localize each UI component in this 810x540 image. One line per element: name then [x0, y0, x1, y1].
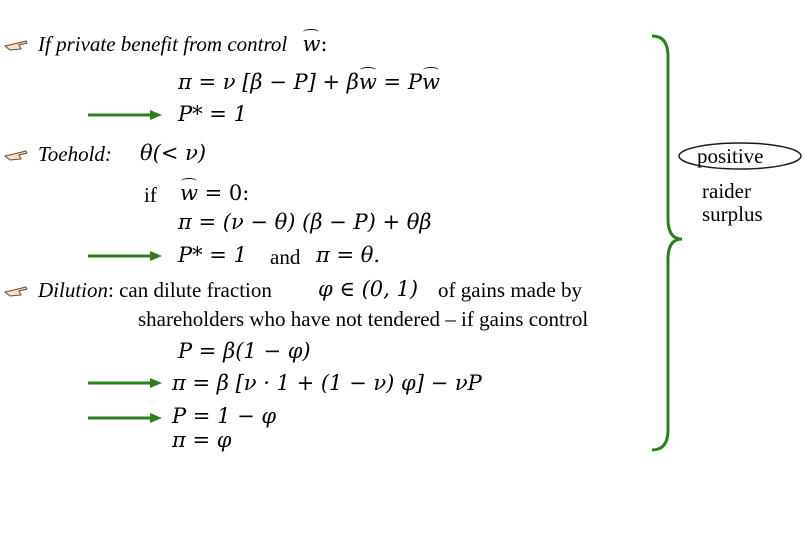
right-brace [648, 34, 688, 452]
equation-profit-private: π = ν [β − P] + βw = Pw [178, 70, 440, 94]
green-arrow-icon [88, 412, 162, 424]
bullet3-tail: of gains made by [438, 278, 583, 302]
equation-profit-toehold: π = (ν − θ) (β − P) + θβ [178, 210, 432, 234]
equation-price-one-minus-phi: P = 1 − φ [172, 404, 277, 428]
if-label: if [144, 183, 157, 207]
equation-price-dilution: P = β(1 − φ) [178, 339, 311, 363]
pointing-hand-icon [4, 147, 28, 161]
bullet3-lead: Dilution: can dilute fraction [38, 278, 272, 302]
equation-profit-phi: π = φ [172, 428, 232, 452]
equation-profit-theta: π = θ. [316, 243, 381, 267]
green-arrow-icon [88, 109, 162, 121]
positive-label: positive [697, 144, 764, 168]
surplus-label: surplus [702, 202, 763, 226]
bullet1-lead: If private benefit from control w: [38, 32, 328, 56]
equation-profit-dilution: π = β [ν · 1 + (1 − ν) φ] − νP [172, 371, 482, 395]
toehold-math: θ(< ν) [140, 141, 207, 165]
and-label: and [270, 245, 301, 269]
pointing-hand-icon [4, 283, 28, 297]
condition-w-zero: w = 0: [180, 181, 250, 205]
dilution-fraction-math: φ ∈ (0, 1) [318, 277, 419, 301]
pointing-hand-icon [4, 37, 28, 51]
raider-label: raider [702, 179, 751, 203]
bullet2-lead: Toehold: [38, 142, 112, 166]
equation-pstar-toehold: P* = 1 [178, 243, 247, 267]
bullet3-line2: shareholders who have not tendered – if gains control [138, 307, 589, 331]
equation-pstar-1: P* = 1 [178, 102, 247, 126]
green-arrow-icon [88, 377, 162, 389]
green-arrow-icon [88, 250, 162, 262]
